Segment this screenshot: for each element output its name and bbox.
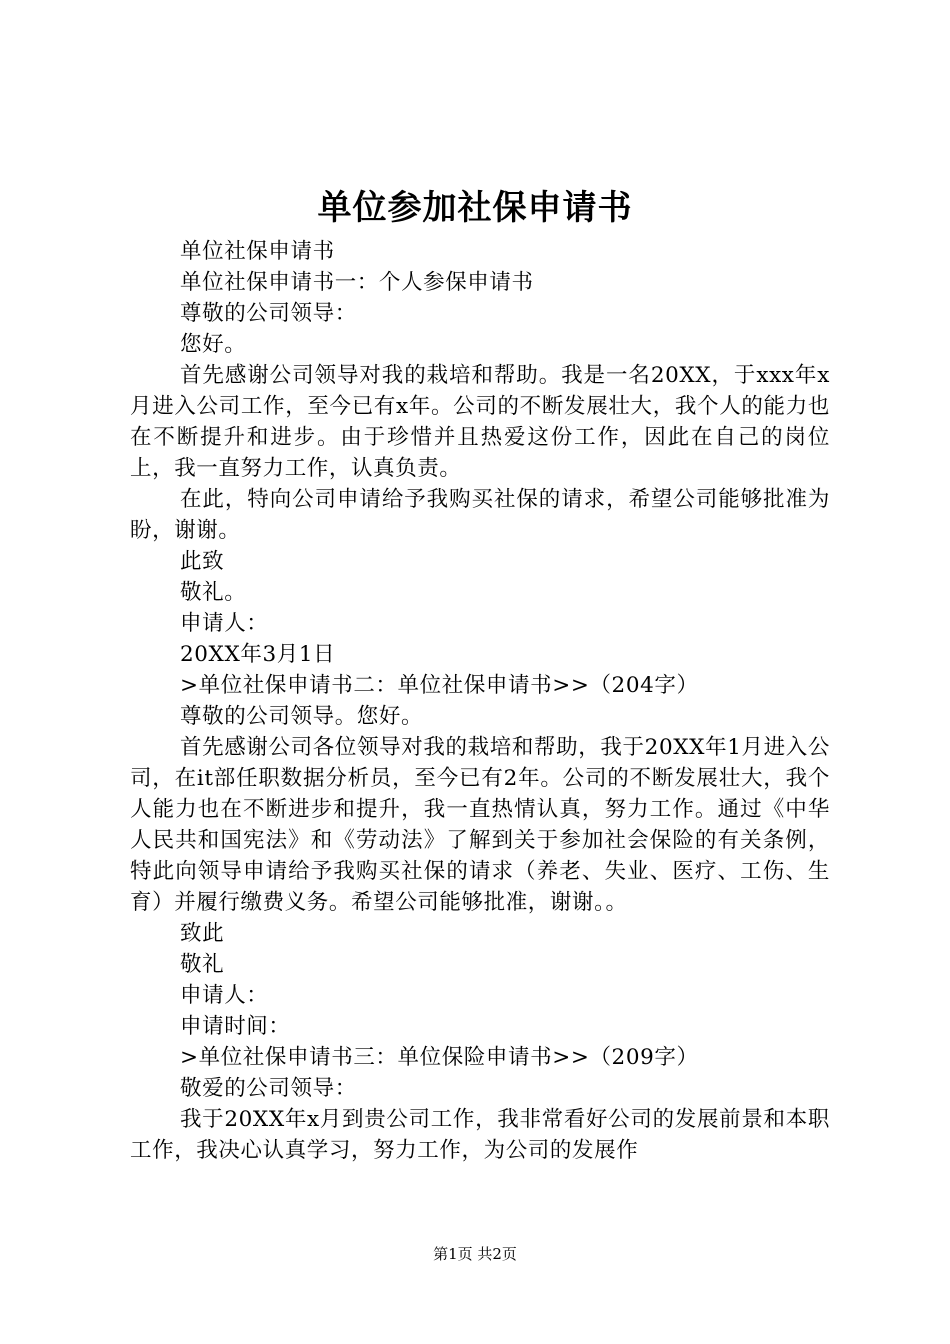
paragraph: 20XX年3月1日 (180, 642, 336, 667)
paragraph: >单位社保申请书三：单位保险申请书>>（209字） (180, 1045, 699, 1070)
paragraph: 尊敬的公司领导。您好。 (180, 704, 424, 729)
paragraph: 我于20XX年x月到贵公司工作，我非常看好公司的发展前景和本职工作，我决心认真学习，努力工作，为公司的发展作 (130, 1107, 830, 1163)
paragraph: 单位社保申请书 (180, 239, 335, 264)
paragraph: 敬礼 (180, 952, 225, 977)
paragraph: 在此，特向公司申请给予我购买社保的请求，希望公司能够批准为盼，谢谢。 (130, 487, 830, 543)
paragraph: 单位社保申请书一：个人参保申请书 (180, 270, 534, 295)
document-title: 单位参加社保申请书 (317, 188, 633, 228)
paragraph: >单位社保申请书二：单位社保申请书>>（204字） (180, 673, 699, 698)
paragraph: 您好。 (180, 332, 247, 357)
paragraph: 致此 (180, 921, 225, 946)
paragraph: 申请人： (180, 983, 269, 1008)
paragraph: 首先感谢公司各位领导对我的栽培和帮助，我于20XX年1月进入公司，在it部任职数据分析员，至今已有2年。公司的不断发展壮大，我个人能力也在不断进步和提升，我一直热情认真，努力工作。通过《中华人民共和国宪法》和《劳动法》了解到关于参加社会保险的有关条例，特此向领导申请给予我购买社保的请求（养老、失业、医疗、工伤、生育）并履行缴费义务。希望公司能够批准，谢谢。。 (130, 735, 830, 915)
paragraph: 首先感谢公司领导对我的栽培和帮助。我是一名20XX，于xxx年x月进入公司工作，至今已有x年。公司的不断发展壮大，我个人的能力也在不断提升和进步。由于珍惜并且热爱这份工作，因此在自己的岗位上，我一直努力工作，认真负责。 (130, 363, 830, 481)
page-footer: 第1页 共2页 (433, 1245, 517, 1263)
paragraph: 尊敬的公司领导： (180, 301, 357, 326)
paragraph: 敬礼。 (180, 580, 247, 605)
paragraph: 此致 (180, 549, 225, 574)
paragraph: 申请时间： (180, 1014, 291, 1039)
document-body (130, 236, 830, 1166)
paragraph: 敬爱的公司领导： (180, 1076, 357, 1101)
paragraph: 申请人： (180, 611, 269, 636)
